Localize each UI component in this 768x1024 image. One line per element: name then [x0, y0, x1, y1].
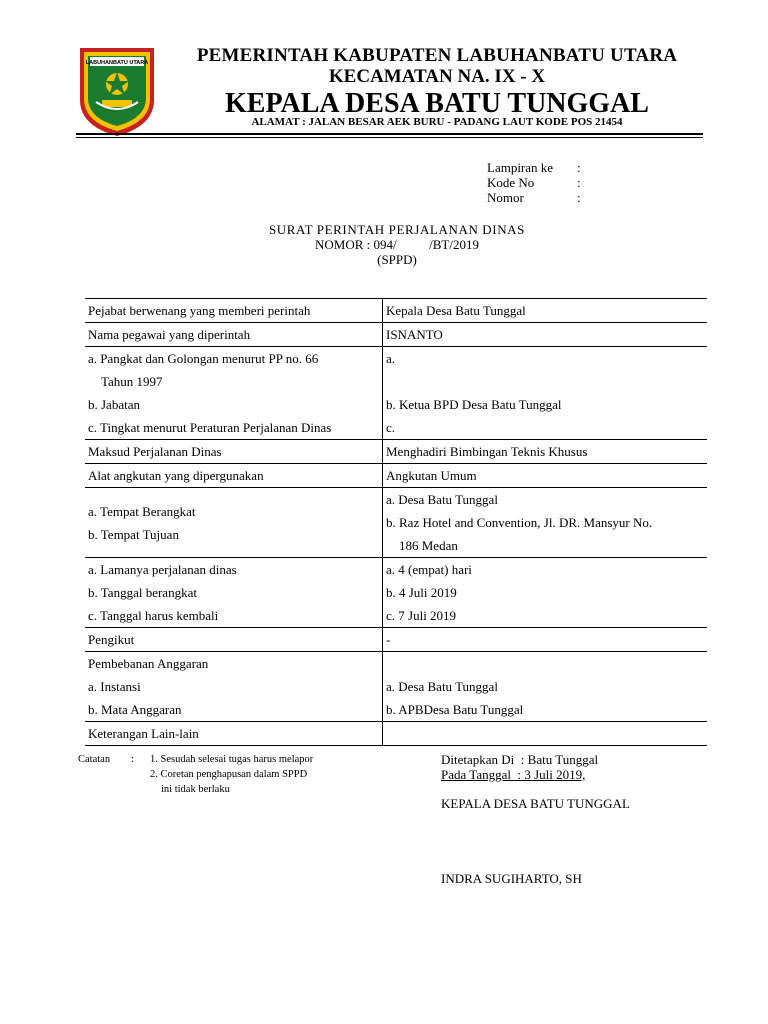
keterangan-value [383, 722, 708, 746]
tempat-label: a. Tempat Berangkat b. Tempat Tujuan [85, 488, 383, 558]
nama-value: ISNANTO [386, 327, 443, 342]
signature-name: INDRA SUGIHARTO, SH [441, 871, 582, 886]
table-row [85, 558, 707, 628]
lampiran-row: Lampiran ke : [487, 160, 581, 175]
signature-title: KEPALA DESA BATU TUNGGAL [441, 796, 630, 811]
header-kepala-desa: KEPALA DESA BATU TUNGGAL [225, 88, 649, 119]
document-title: SURAT PERINTAH PERJALANAN DINAS [268, 222, 526, 237]
table-row [85, 347, 707, 440]
header-government: PEMERINTAH KABUPATEN LABUHANBATU UTARA [196, 45, 678, 66]
maksud-value: Menghadiri Bimbingan Teknis Khusus [386, 444, 588, 459]
pengikut-label: Pengikut [85, 628, 383, 652]
table-row [85, 464, 707, 488]
nomor-row: Nomor : [487, 190, 581, 205]
logo-lettering: LABUHANBATU UTARA [85, 60, 149, 66]
header-rule-thick [76, 133, 703, 135]
maksud-label: Maksud Perjalanan Dinas [85, 440, 383, 464]
header-address: ALAMAT : JALAN BESAR AEK BURU - PADANG LAUT KODE POS 21454 [251, 116, 623, 128]
document-abbr: (SPPD) [377, 252, 417, 267]
header-rule-thin [76, 137, 703, 138]
table-row [85, 628, 707, 652]
pangkat-value: a. b. Ketua BPD Desa Batu Tunggal c. [386, 351, 562, 435]
alat-value: Angkutan Umum [386, 468, 477, 483]
tempat-value: a. Desa Batu Tunggal b. Raz Hotel and Convention, Jl. DR. Mansyur No. 186 Medan [386, 492, 653, 553]
alat-label: Alat angkutan yang dipergunakan [85, 464, 383, 488]
table-row [85, 323, 707, 347]
table-row [85, 488, 707, 558]
table-row [85, 722, 707, 746]
sppd-table [85, 298, 707, 746]
nama-label: Nama pegawai yang diperintah [85, 323, 383, 347]
pejabat-label: Pejabat berwenang yang memberi perintah [85, 299, 383, 323]
table-row [85, 652, 707, 722]
document-number: NOMOR : 094/ /BT/2019 [315, 237, 479, 252]
ditetapkan-line: Ditetapkan Di : Batu Tunggal [441, 752, 599, 767]
catatan-label: Catatan [78, 754, 111, 765]
pangkat-label: a. Pangkat dan Golongan menurut PP no. 66 Tahun 1997 b. Jabatan c. Tingkat menurut Peraturan Perjalanan Dinas [85, 347, 383, 440]
kabupaten-logo [76, 42, 158, 138]
lama-value: a. 4 (empat) hari b. 4 Juli 2019 c. 7 Juli 2019 [386, 562, 472, 623]
pengikut-value: - [386, 632, 391, 647]
anggaran-value: a. Desa Batu Tunggal b. APBDesa Batu Tunggal [386, 679, 524, 717]
lama-label: a. Lamanya perjalanan dinas b. Tanggal berangkat c. Tanggal harus kembali [85, 558, 383, 628]
table-row [85, 440, 707, 464]
tanggal-line: Pada Tanggal : 3 Juli 2019, [441, 767, 586, 782]
header-kecamatan: KECAMATAN NA. IX - X [328, 66, 546, 87]
pejabat-value: Kepala Desa Batu Tunggal [386, 303, 526, 318]
catatan-separator: : [131, 754, 134, 765]
anggaran-label: Pembebanan Anggaran a. Instansi b. Mata Anggaran [85, 652, 383, 722]
table-row [85, 299, 707, 323]
keterangan-label: Keterangan Lain-lain [85, 722, 383, 746]
catatan-list: 1. Sesudah selesai tugas harus melapor 2. Coretan penghapusan dalam SPPD ini tidak berlaku [150, 754, 314, 795]
kode-row: Kode No : [487, 175, 581, 190]
lampiran-block [487, 160, 581, 205]
